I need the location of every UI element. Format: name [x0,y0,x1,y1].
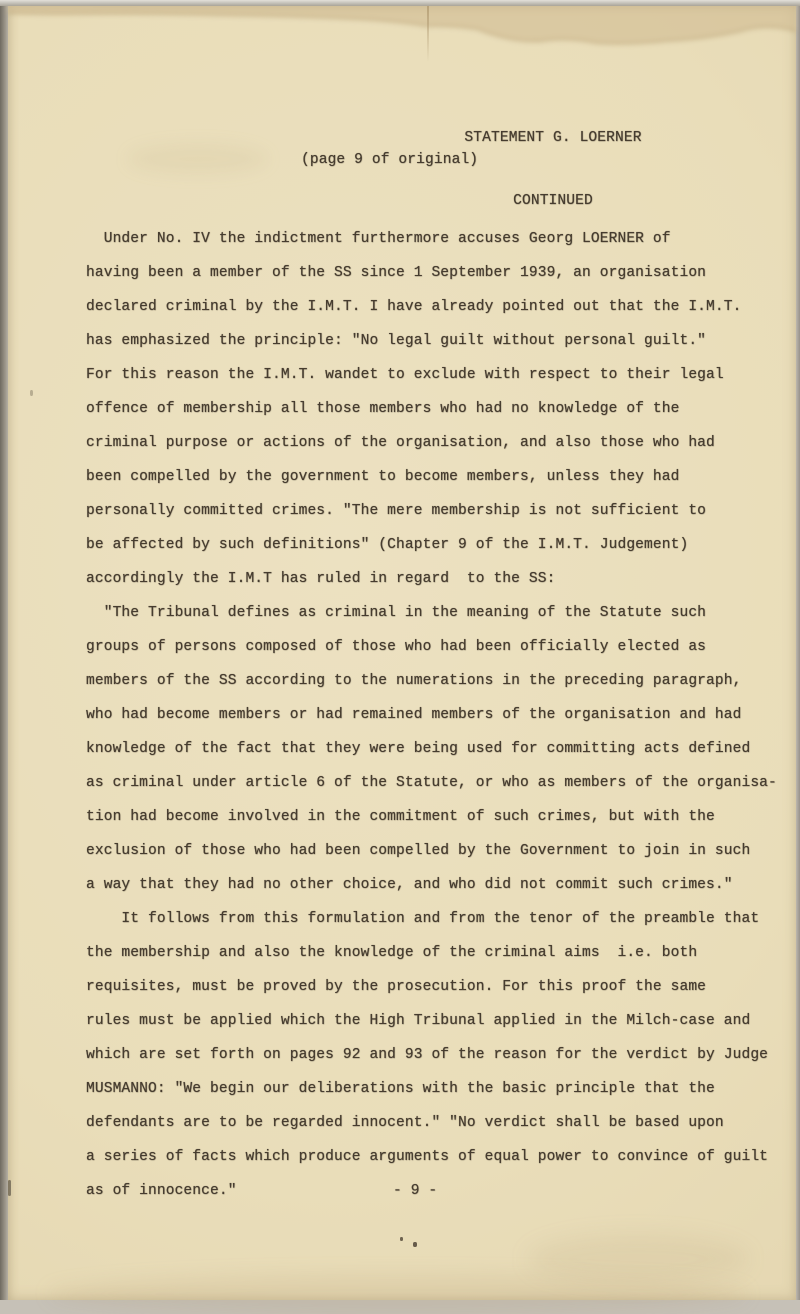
body-line: offence of membership all those members who had no knowledge of the [86,401,680,417]
body-line: Under No. IV the indictment furthermore accuses Georg LOERNER of [86,231,671,247]
ink-speck [400,1237,403,1241]
ink-speck [30,390,33,396]
body-line: For this reason the I.M.T. wandet to exclude with respect to their legal [86,367,724,383]
paper-mottling [128,144,268,174]
paper-mottling [528,1234,748,1284]
body-line: It follows from this formulation and from the tenor of the preamble that [86,911,760,927]
body-line: a series of facts which produce arguments of equal power to convince of guilt [86,1149,769,1165]
body-line: which are set forth on pages 92 and 93 of the reason for the verdict by Judge [86,1047,769,1063]
body-line: as criminal under article 6 of the Statute, or who as members of the organisa- [86,775,777,791]
edge-mark [8,1180,11,1196]
body-line: a way that they had no other choice, and who did not commit such crimes." [86,877,733,893]
ink-speck [413,1242,417,1247]
body-line: MUSMANNO: "We begin our deliberations with the basic principle that the [86,1081,715,1097]
body-line: knowledge of the fact that they were being used for committing acts defined [86,741,751,757]
body-line: be affected by such definitions" (Chapter 9 of the I.M.T. Judgement) [86,537,689,553]
body-line: tion had become involved in the commitment of such crimes, but with the [86,809,715,825]
document-header [462,86,644,233]
body-line: who had become members or had remained members of the organisation and had [86,707,742,723]
body-line: personally committed crimes. "The mere membership is not sufficient to [86,503,707,519]
header-title: STATEMENT G. LOERNER [464,130,642,146]
body-line: requisites, must be proved by the prosecution. For this proof the same [86,979,707,995]
body-line: members of the SS according to the numerations in the preceding paragraph, [86,673,742,689]
body-line: declared criminal by the I.M.T. I have already pointed out that the I.M.T. [86,299,742,315]
paper-mottling [48,1274,748,1314]
fold-crease [427,4,429,62]
body-line: having been a member of the SS since 1 September 1939, an organisation [86,265,707,281]
header-continued: CONTINUED [513,193,593,209]
body-line: criminal purpose or actions of the organisation, and also those who had [86,435,715,451]
water-stain [8,1,796,81]
body-line: has emphasized the principle: "No legal guilt without personal guilt." [86,333,707,349]
scan-top-edge [0,0,800,6]
body-line: defendants are to be regarded innocent." "No verdict shall be based upon [86,1115,724,1131]
page-number: - 9 - [393,1183,438,1199]
document-body [86,222,777,1208]
page-note: (page 9 of original) [301,152,479,168]
body-line: groups of persons composed of those who had been officially elected as [86,639,707,655]
body-line: as of innocence." [86,1183,237,1199]
body-line: been compelled by the government to become members, unless they had [86,469,680,485]
body-line: accordingly the I.M.T has ruled in regard to the SS: [86,571,556,587]
body-line: exclusion of those who had been compelled by the Government to join in such [86,843,751,859]
body-line: "The Tribunal defines as criminal in the meaning of the Statute such [86,605,707,621]
body-line: rules must be applied which the High Tribunal applied in the Milch-case and [86,1013,751,1029]
body-line: the membership and also the knowledge of the criminal aims i.e. both [86,945,698,961]
